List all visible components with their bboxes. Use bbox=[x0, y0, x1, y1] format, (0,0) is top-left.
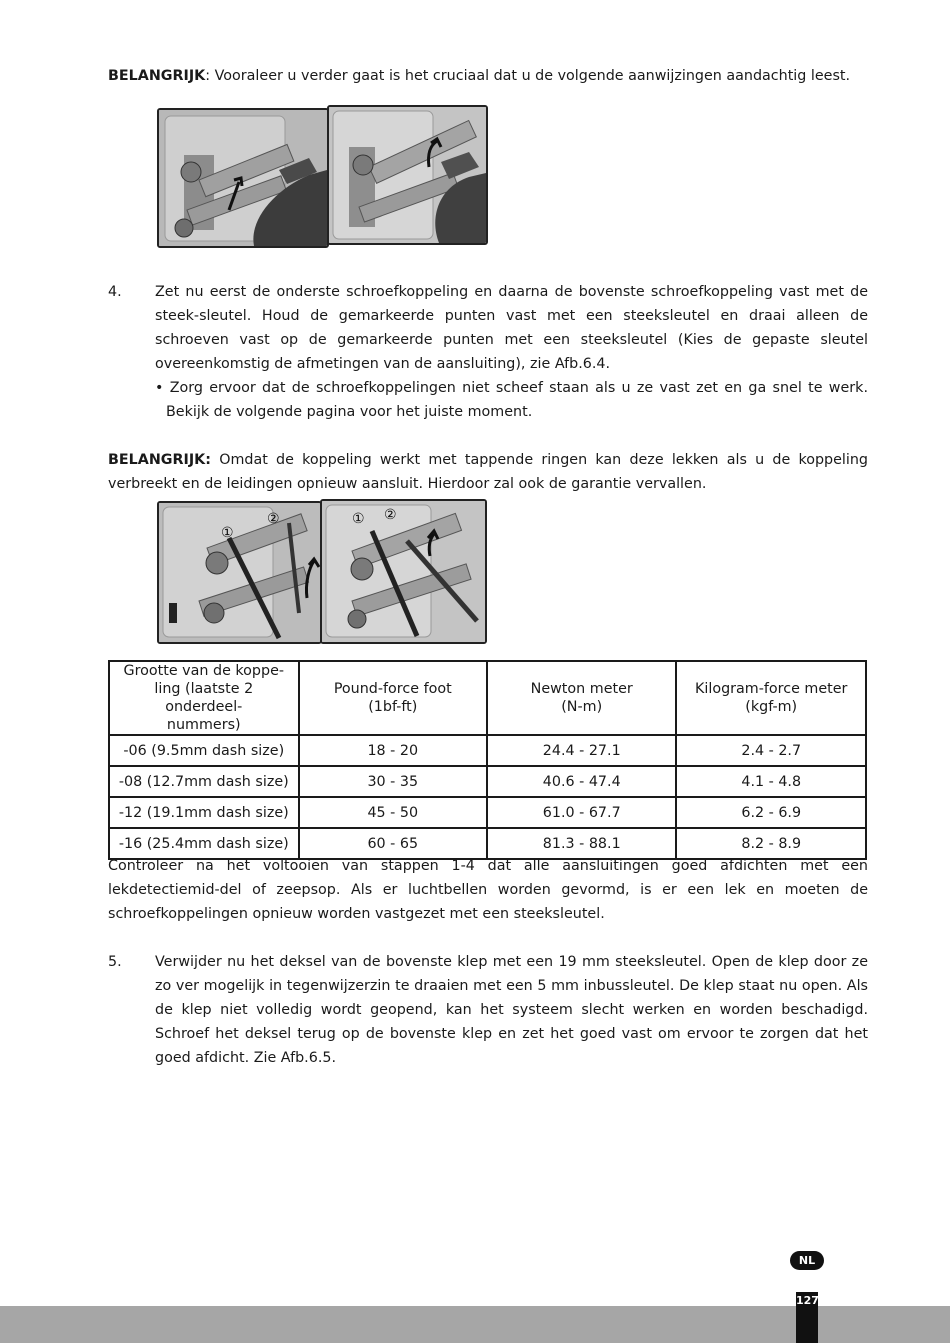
page-number: 127 bbox=[796, 1294, 819, 1307]
table-cell: 2.4 - 2.7 bbox=[676, 735, 866, 766]
table-cell: 6.2 - 6.9 bbox=[676, 797, 866, 828]
header-nm: Newton meter (N-m) bbox=[487, 661, 676, 735]
table-cell: 40.6 - 47.4 bbox=[487, 766, 676, 797]
warning-label: BELANGRIJK: bbox=[108, 452, 211, 468]
intro-text: : Vooraleer u verder gaat is het cruciaal dat u de volgende aanwijzingen aandachtig leest. bbox=[205, 68, 851, 84]
table-cell: 45 - 50 bbox=[299, 797, 487, 828]
step-4-number: 4. bbox=[108, 284, 122, 300]
check-paragraph: Controleer na het voltooien van stappen 1-4 dat alle aansluitingen goed afdichten met een lekdetectiemid-del of zeepsop. Als er luchtbellen worden gevormd, is er een lek en moeten de schroefkoppelingen opnieuw worden vastgezet met een steeksleutel. bbox=[108, 858, 868, 922]
table-cell: -06 (9.5mm dash size) bbox=[109, 735, 299, 766]
warning-text: Omdat de koppeling werkt met tappende ringen kan deze lekken als u de koppeling verbreekt en de leidingen opnieuw aansluit. Hierdoor zal ook de garantie vervallen. bbox=[108, 452, 868, 492]
table-cell: 4.1 - 4.8 bbox=[676, 766, 866, 797]
photo-valve-hand-left bbox=[157, 108, 329, 248]
table-row bbox=[109, 797, 866, 828]
table-cell: 81.3 - 88.1 bbox=[487, 828, 676, 859]
marker-1-right: ① bbox=[352, 511, 365, 527]
intro-paragraph bbox=[108, 64, 868, 88]
table-cell: -08 (12.7mm dash size) bbox=[109, 766, 299, 797]
header-lbf-ft: Pound-force foot (1bf-ft) bbox=[299, 661, 487, 735]
step-5-text: Verwijder nu het deksel van de bovenste klep met een 19 mm steeksleutel. Open de klep door ze zo ver mogelijk in tegenwijzerzin te draaien met een 5 mm inbussleutel. De klep staat nu open. Als de klep niet volledig wordt geopend, kan het systeem slecht werken en worden beschadigd. Schroef het deksel terug op de bovenste klep en zet het goed vast om ervoor te zorgen dat het goed afdicht. Zie Afb.6.5. bbox=[155, 954, 868, 1066]
photo-valve-hand-right bbox=[327, 105, 488, 245]
header-kgf-m: Kilogram-force meter (kgf-m) bbox=[676, 661, 866, 735]
warning-paragraph bbox=[108, 448, 868, 496]
table-header-row bbox=[109, 661, 866, 735]
table-cell: 30 - 35 bbox=[299, 766, 487, 797]
table-cell: -16 (25.4mm dash size) bbox=[109, 828, 299, 859]
table-row bbox=[109, 766, 866, 797]
marker-2-right: ② bbox=[384, 507, 397, 523]
table-row bbox=[109, 735, 866, 766]
torque-table bbox=[108, 660, 867, 860]
step-5-number: 5. bbox=[108, 954, 122, 970]
step-4 bbox=[108, 280, 868, 376]
table-cell: -12 (19.1mm dash size) bbox=[109, 797, 299, 828]
step-4-bullet-block bbox=[108, 376, 868, 424]
step-5 bbox=[108, 950, 868, 1070]
marker-1: ① bbox=[221, 525, 234, 541]
table-cell: 18 - 20 bbox=[299, 735, 487, 766]
marker-2: ② bbox=[267, 511, 280, 527]
step-4-bullet: • Zorg ervoor dat de schroefkoppelingen niet scheef staan als u ze vast zet en ga snel te werk. Bekijk de volgende pagina voor het juiste moment. bbox=[155, 380, 868, 420]
step-4-text: Zet nu eerst de onderste schroefkoppeling en daarna de bovenste schroefkoppeling vast met de steek-sleutel. Houd de gemarkeerde punten vast met een steeksleutel en draai alleen de schroeven vast op de gemarkeerde punten met een steeksleutel (Kies de gepaste sleutel overeenkomstig de afmetingen van de aansluiting), zie Afb.6.4. bbox=[155, 284, 868, 372]
photo-wrench-right bbox=[320, 499, 487, 644]
table-cell: 24.4 - 27.1 bbox=[487, 735, 676, 766]
table-cell: 60 - 65 bbox=[299, 828, 487, 859]
important-label: BELANGRIJK bbox=[108, 68, 206, 84]
table-cell: 61.0 - 67.7 bbox=[487, 797, 676, 828]
header-size: Grootte van de koppe- ling (laatste 2 onderdeel- nummers) bbox=[109, 661, 299, 735]
photo-wrench-left bbox=[157, 501, 322, 644]
table-cell: 8.2 - 8.9 bbox=[676, 828, 866, 859]
language-badge: NL bbox=[790, 1251, 824, 1270]
